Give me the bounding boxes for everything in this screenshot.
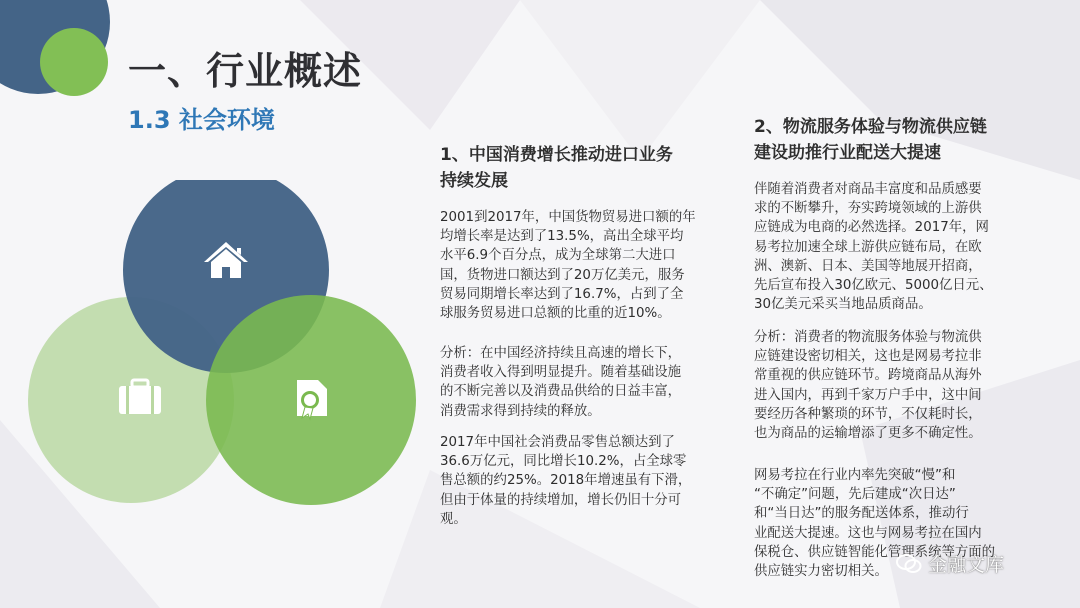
section2-paragraph-3: 网易考拉在行业内率先突破“慢”和 “不确定”问题，先后建成“次日达” 和“当日达”的服务配送体系，推动行 业配送大提速。这也与网易考拉在国内 保税仓、供应链智能化管理系统等方面的 供应链实力密切相关。 xyxy=(754,468,996,580)
corner-circles xyxy=(0,0,130,110)
section1-paragraph-3: 2017年中国社会消费品零售总额达到了 36.6万亿元，同比增长10.2%，占全球零 售总额的约25%。2018年增速虽有下滑， 但由于体量的持续增加，增长仍旧十分可 观。 xyxy=(440,435,692,527)
venn-diagram xyxy=(28,180,448,510)
wechat-icon xyxy=(896,553,922,575)
slide-title: 一、行业概述 xyxy=(128,49,363,93)
certificate-icon xyxy=(297,380,327,419)
watermark-text: 金融文库 xyxy=(928,554,1005,576)
section1-paragraph-2: 分析：在中国经济持续且高速的增长下， 消费者收入得到明显提升。随着基础设施 的不断完善以及消费品供给的日益丰富， 消费需求得到持续的释放。 xyxy=(440,346,682,419)
section2-paragraph-2: 分析：消费者的物流服务体验与物流供 应链建设密切相关，这也是网易考拉非 常重视的供应链环节。跨境商品从海外 进入国内，再到千家万户手中，这中间 要经历各种繁琐的环节，不仅耗时长， 也为商品的运输增添了更多不确定性。 xyxy=(754,330,982,442)
slide-subtitle: 1.3 社会环境 xyxy=(128,106,275,134)
section1-paragraph-1: 2001到2017年，中国货物贸易进口额的年 均增长率是达到了13.5%，高出全球平均 水平6.9个百分点，成为全球第二大进口 国，货物进口额达到了20万亿美元，服务 贸易同期增长率达到了16.7%，占到了全 球服务贸易进口总额的比重的近10%。 xyxy=(440,210,696,322)
section2-heading: 2、物流服务体验与物流供应链 建设助推行业配送大提速 xyxy=(754,117,987,163)
section1-heading: 1、中国消费增长推动进口业务 持续发展 xyxy=(440,145,673,191)
section2-paragraph-1: 伴随着消费者对商品丰富度和品质感要 求的不断攀升，夯实跨境领域的上游供 应链成为电商的必然选择。2017年，网 易考拉加速全球上游供应链布局，在欧 洲、澳新、日本、美国等地展开招商， 先后宣布投入30亿欧元、5000亿日元、 30亿美元采买当地品质商品。 xyxy=(754,182,993,313)
watermark xyxy=(896,550,1004,577)
